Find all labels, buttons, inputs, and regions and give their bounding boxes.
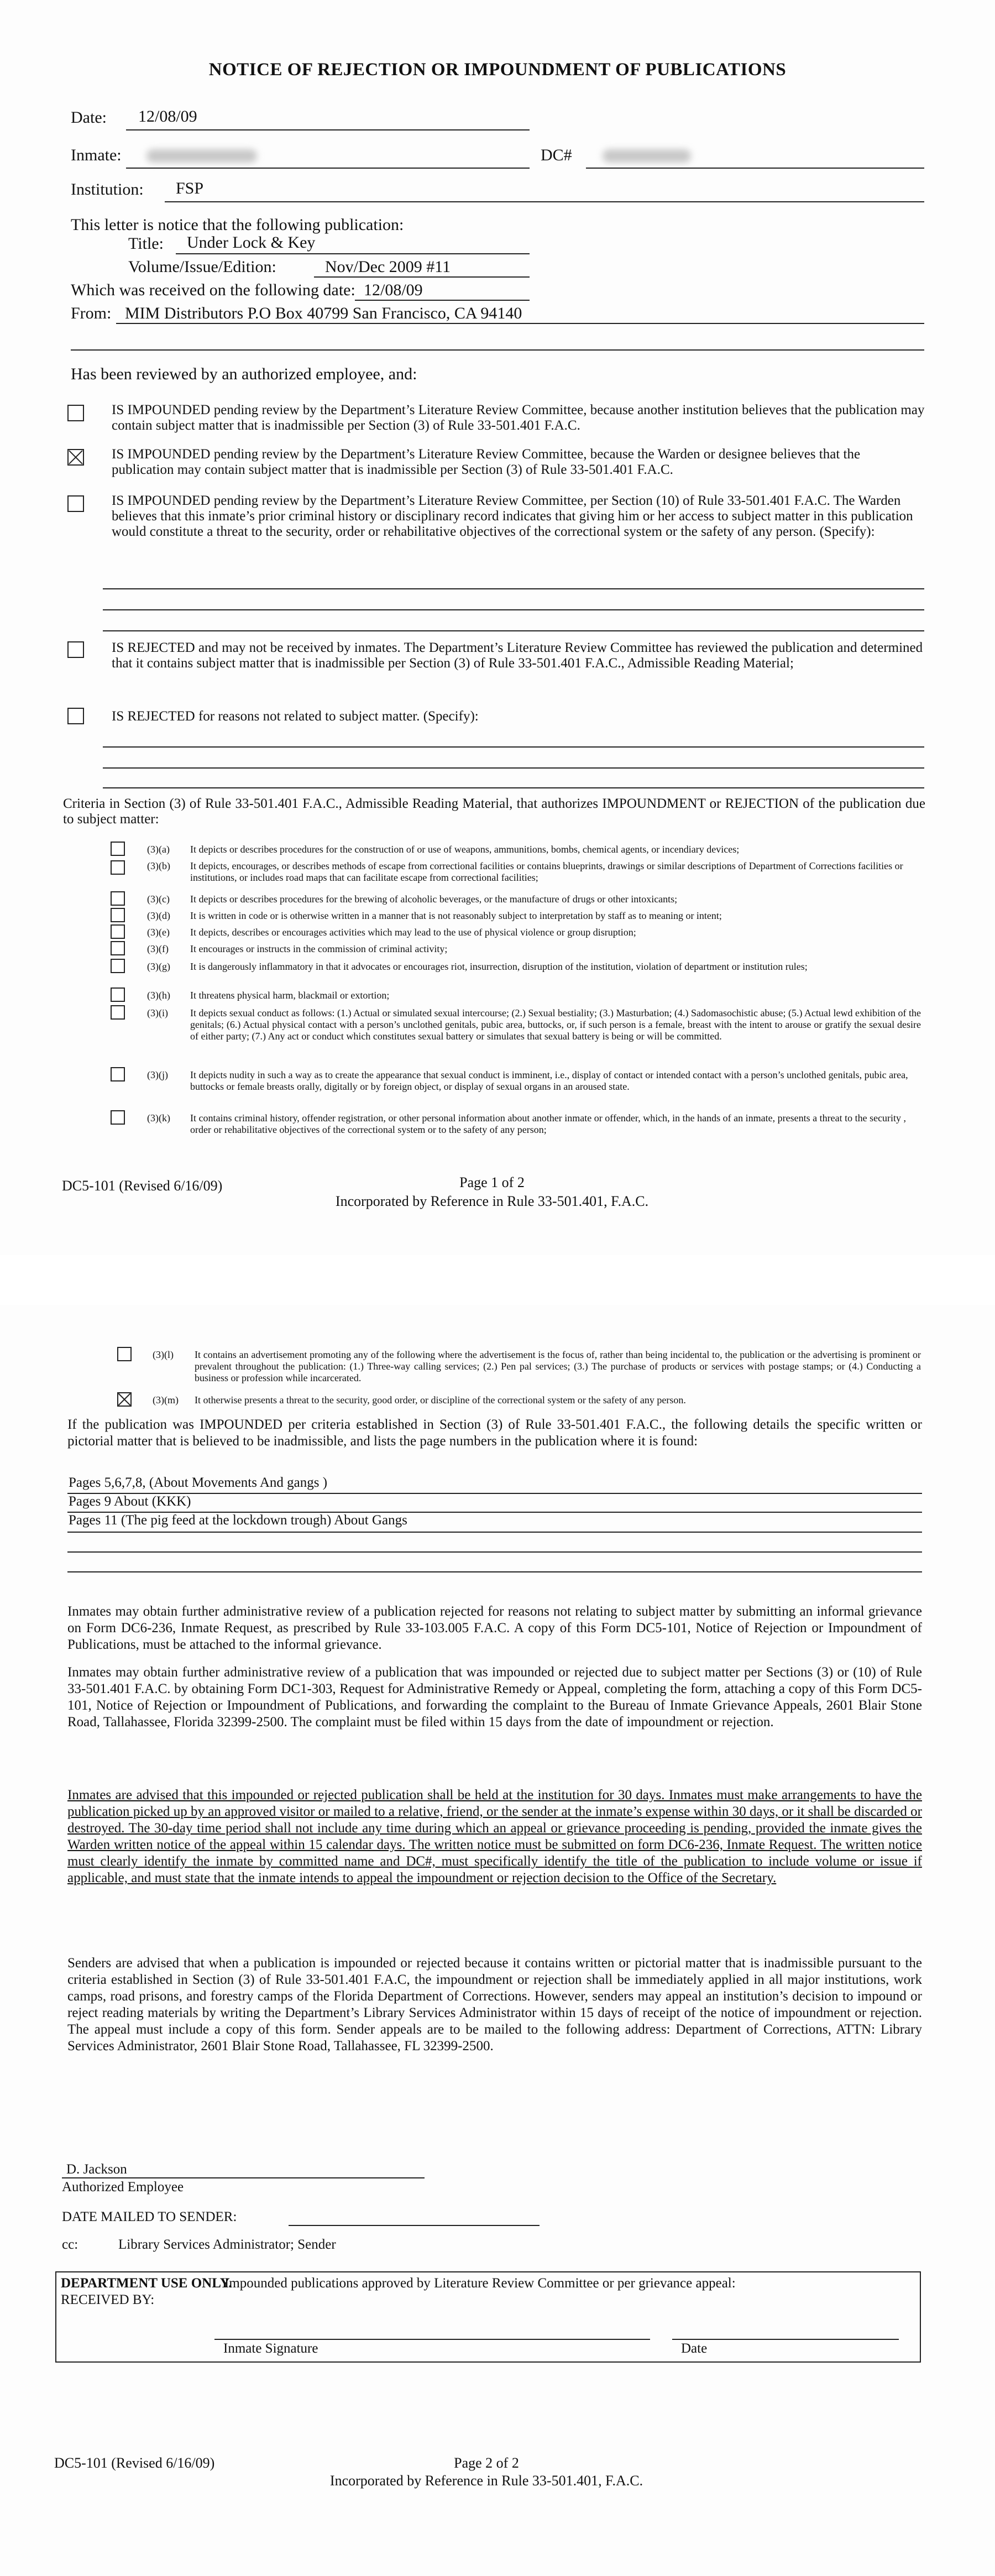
criteria-3m-text: It otherwise presents a threat to the security, good order, or discipline of the correctional system or the safety of any person. <box>195 1394 686 1405</box>
criteria-3b-code: (3)(b) <box>147 860 170 871</box>
received-underline <box>355 300 530 301</box>
institution-underline <box>165 201 924 202</box>
date-mailed-line <box>289 2225 540 2226</box>
impounded-details-text: If the publication was IMPOUNDED per criteria established in Section (3) of Rule 33-501.401 F.A.C., the following details the specific written or pictorial matter that is believed to be inadmissible, and lists the page numbers in the publication where it is found: <box>67 1417 922 1449</box>
dc-number-redacted <box>603 149 691 163</box>
pub-title-underline <box>176 253 530 254</box>
criteria-3l-code: (3)(l) <box>153 1349 174 1360</box>
criteria-3h-text: It threatens physical harm, blackmail or extortion; <box>190 990 390 1001</box>
blank-line-1 <box>71 349 924 351</box>
inmate-label: Inmate: <box>71 146 122 164</box>
received-label: Which was received on the following date: <box>71 281 355 299</box>
cc-value: Library Services Administrator; Sender <box>118 2237 336 2252</box>
details-line-1: Pages 5,6,7,8, (About Movements And gangs ) <box>69 1475 328 1490</box>
criteria-3l-text: It contains an advertisement promoting any of the following where the advertisement is the focus of, rather than being incidental to, the publication or the advertising is prominent or prevalent throughout the publication: (1.) Three-way calling services; (2.) Pen pal services; (3.) The purchase of products or services with postage stamps; or (4.) Conducting a business or profession while incarcerated. <box>195 1349 921 1383</box>
criteria-intro: Criteria in Section (3) of Rule 33-501.401 F.A.C., Admissible Reading Material, that authorizes IMPOUNDMENT or REJECTION of the publication due to subject matter: <box>63 796 925 827</box>
pub-title-label: Title: <box>128 234 164 253</box>
criteria-3m-code: (3)(m) <box>153 1394 179 1405</box>
option-5-checkbox[interactable] <box>67 708 84 724</box>
option-5-specify-line-2 <box>103 767 924 769</box>
inmate-signature-line <box>214 2339 650 2340</box>
option-1-text: IS IMPOUNDED pending review by the Department’s Literature Review Committee, because another institution believes that the publication may contain subject matter that is inadmissible per Section (3) of Rule 33-501.401 F.A.C. <box>112 403 925 433</box>
reviewed-text: Has been reviewed by an authorized employee, and: <box>71 365 417 383</box>
option-2-text: IS IMPOUNDED pending review by the Department’s Literature Review Committee, because the Warden or designee believes that the publication may contain subject matter that is inadmissible per Section (3) of Rule 33-501.401 F.A.C. <box>112 447 861 477</box>
details-line-2: Pages 9 About (KKK) <box>69 1494 191 1509</box>
criteria-3f-checkbox[interactable] <box>111 941 125 955</box>
criteria-3j-checkbox[interactable] <box>111 1067 125 1081</box>
criteria-3l-checkbox[interactable] <box>117 1347 132 1361</box>
option-5-specify-line-1 <box>103 746 924 748</box>
criteria-3e-code: (3)(e) <box>147 927 170 938</box>
criteria-3d-checkbox[interactable] <box>111 908 125 922</box>
page2-form-id: DC5-101 (Revised 6/16/09) <box>54 2455 215 2471</box>
volume-underline <box>314 276 530 278</box>
date-line <box>672 2339 899 2340</box>
employee-label: Authorized Employee <box>62 2180 184 2194</box>
criteria-3c-checkbox[interactable] <box>111 891 125 906</box>
intro-text: This letter is notice that the following publication: <box>71 216 404 234</box>
page1-form-id: DC5-101 (Revised 6/16/09) <box>62 1178 223 1194</box>
criteria-3b-text: It depicts, encourages, or describes methods of escape from correctional facilities or contains blueprints, drawings or similar descriptions of Department of Corrections facilities or institutions, or includes road maps that can facilitate escape from correctional facilities; <box>190 860 903 883</box>
dc-label: DC# <box>541 146 572 164</box>
details-line-3: Pages 11 (The pig feed at the lockdown trough) About Gangs <box>69 1513 407 1528</box>
criteria-3g-text: It is dangerously inflammatory in that it advocates or encourages riot, insurrection, disruption of the institution, violation of department or institution rules; <box>190 961 808 972</box>
department-text: Impounded publications approved by Literature Review Committee or per grievance appeal: <box>224 2276 736 2291</box>
institution-label: Institution: <box>71 180 144 198</box>
institution-value: FSP <box>176 179 204 197</box>
date-value: 12/08/09 <box>138 107 197 126</box>
department-heading: DEPARTMENT USE ONLY. <box>61 2276 232 2291</box>
criteria-3f-text: It encourages or instructs in the commission of criminal activity; <box>190 943 448 954</box>
paragraph-senders-advised: Senders are advised that when a publication is impounded or rejected because it contains written or pictorial matter that is inadmissible pursuant to the criteria established in Section (3) of Rule 33-501.401 F.A.C, the impoundment or rejection shall be immediately applied in all major institutions, work camps, road prisons, and forestry camps of the Florida Department of Corrections. However, senders may appeal an institution’s decision to impound or reject reading materials by writing the Department’s Library Services Administrator within 15 days of receipt of the notice of impoundment or rejection. The appeal must include a copy of this form. Sender appeals are to be mailed to the following address: Department of Corrections, ATTN: Library Services Administrator, 2601 Blair Stone Road, Tallahassee, FL 32399-2500. <box>67 1956 922 2054</box>
option-5-text: IS REJECTED for reasons not related to subject matter. (Specify): <box>112 709 479 724</box>
criteria-3a-checkbox[interactable] <box>111 842 125 856</box>
employee-name: D. Jackson <box>66 2162 127 2177</box>
criteria-3e-checkbox[interactable] <box>111 924 125 939</box>
inmate-underline <box>126 168 530 169</box>
details-underline-4 <box>67 1551 922 1553</box>
employee-signature-line <box>62 2177 425 2178</box>
criteria-3k-checkbox[interactable] <box>111 1110 125 1125</box>
criteria-3h-checkbox[interactable] <box>111 987 125 1002</box>
received-by-label: RECEIVED BY: <box>61 2292 155 2307</box>
volume-label: Volume/Issue/Edition: <box>128 258 276 276</box>
paragraph-informal-grievance: Inmates may obtain further administrative review of a publication rejected for reasons not relating to subject matter by submitting an informal grievance on Form DC6-236, Inmate Request, as prescribed by Rule 33-103.005 F.A.C. A copy of this Form DC5-101, Notice of Rejection or Impoundment of Publications, must be attached to the informal grievance. <box>67 1604 922 1652</box>
option-3-text: IS IMPOUNDED pending review by the Department’s Literature Review Committee, per Section (10) of Rule 33-501.401 F.A.C. The Warden believes that this inmate’s prior criminal history or disciplinary record indicates that giving him or her access to subject matter in this publication would constitute a threat to the security, order or rehabilitative objectives of the correctional system or the safety of any person. (Specify): <box>112 493 913 539</box>
cc-label: cc: <box>62 2237 78 2252</box>
option-2-checkbox[interactable] <box>67 449 84 466</box>
details-underline-1 <box>67 1493 922 1494</box>
page1-page-number: Page 1 of 2 <box>459 1174 525 1190</box>
criteria-3i-text: It depicts sexual conduct as follows: (1.) Actual or simulated sexual intercourse; (2.) Sexual bestiality; (3.) Masturbation; (4.) Sadomasochistic abuse; (5.) Actual lewd exhibition of the genitals; (6.) Actual physical contact with a person’s unclothed genitals, pubic area, buttocks, or, if such person is a female, breast with the intent to arouse or gratify the sexual desire of either party; (7.) Any act or conduct which constitutes sexual battery or simulates that sexual battery is being or will be committed. <box>190 1007 921 1042</box>
criteria-3g-code: (3)(g) <box>147 961 170 972</box>
from-value: MIM Distributors P.O Box 40799 San Francisco, CA 94140 <box>125 304 522 322</box>
option-3-specify-line-2 <box>103 609 924 610</box>
criteria-3d-text: It is written in code or is otherwise written in a manner that is not reasonably subject to interpretation by staff as to meaning or intent; <box>190 910 722 921</box>
option-4-checkbox[interactable] <box>67 641 84 658</box>
pub-title-value: Under Lock & Key <box>187 233 316 252</box>
from-underline <box>116 323 924 324</box>
paragraph-administrative-review: Inmates may obtain further administrative review of a publication that was impounded or rejected due to subject matter per Sections (3) or (10) of Rule 33-501.401 F.A.C. by obtaining Form DC1-303, Request for Administrative Remedy or Appeal, completing the form, attaching a copy of this Form DC5-101, Notice of Rejection or Impoundment of Publications, and forwarding the complaint to the Bureau of Inmate Grievance Appeals, 2601 Blair Stone Road, Tallahassee, Florida 32399-2500. The complaint must be filed within 15 days from the date of impoundment or rejection. <box>67 1665 922 1729</box>
criteria-3h-code: (3)(h) <box>147 990 170 1001</box>
received-value: 12/08/09 <box>364 281 423 299</box>
option-3-specify-line-1 <box>103 588 924 589</box>
page-1 <box>0 0 995 1255</box>
page-gap <box>0 1255 995 1305</box>
date-label: Date: <box>71 108 107 127</box>
criteria-3b-checkbox[interactable] <box>111 860 125 875</box>
page1-incorporated: Incorporated by Reference in Rule 33-501.401, F.A.C. <box>335 1193 649 1209</box>
date-label-bottom: Date <box>681 2341 708 2356</box>
date-underline <box>126 129 530 130</box>
details-underline-3 <box>67 1532 922 1533</box>
inmate-signature-label: Inmate Signature <box>223 2341 318 2356</box>
criteria-3m-checkbox[interactable] <box>117 1392 132 1407</box>
criteria-3a-text: It depicts or describes procedures for the construction of or use of weapons, ammunitions, bombs, chemical agents, or incendiary devices; <box>190 844 740 855</box>
criteria-3i-checkbox[interactable] <box>111 1005 125 1020</box>
criteria-3k-code: (3)(k) <box>147 1112 170 1124</box>
criteria-3j-text: It depicts nudity in such a way as to create the appearance that sexual conduct is imminent, i.e., display of contact or intended contact with a person’s unclothed genitals, pubic area, buttocks or female breasts orally, digitally or by foreign object, or display of sexual organs in an aroused state. <box>190 1069 908 1092</box>
criteria-3e-text: It depicts, describes or encourages activities which may lead to the use of physical violence or group disruption; <box>190 927 636 938</box>
page2-incorporated: Incorporated by Reference in Rule 33-501.401, F.A.C. <box>329 2473 643 2489</box>
inmate-name-redacted <box>146 149 257 163</box>
form-title: NOTICE OF REJECTION OR IMPOUNDMENT OF PUBLICATIONS <box>208 60 787 80</box>
criteria-3i-code: (3)(i) <box>147 1007 168 1018</box>
criteria-3c-text: It depicts or describes procedures for the brewing of alcoholic beverages, or the manufacture of drugs or other intoxicants; <box>190 893 678 905</box>
criteria-3d-code: (3)(d) <box>147 910 170 921</box>
paragraph-inmates-advised: Inmates are advised that this impounded or rejected publication shall be held at the institution for 30 days. Inmates must make arrangements to have the publication picked up by an approved visitor or mailed to a relative, friend, or the sender at the inmate’s expense within 30 days, or it shall be discarded or destroyed. The 30-day time period shall not include any time during which an appeal or grievance proceeding is pending, provided the inmate gives the Warden written notice of the appeal within 15 calendar days. The written notice must be submitted on form DC6-236, Inmate Request. The written notice must clearly identify the inmate by committed name and DC#, must specifically identify the title of the publication to include volume or issue if applicable, and must state that the inmate intends to appeal the impoundment or rejection decision to the Office of the Secretary. <box>67 1788 922 1885</box>
option-3-specify-line-3 <box>103 630 924 631</box>
option-3-checkbox[interactable] <box>67 495 84 512</box>
dc-underline <box>586 168 924 169</box>
criteria-3a-code: (3)(a) <box>147 844 170 855</box>
option-5-specify-line-3 <box>103 787 924 788</box>
criteria-3f-code: (3)(f) <box>147 943 169 954</box>
criteria-3g-checkbox[interactable] <box>111 959 125 973</box>
option-1-checkbox[interactable] <box>67 405 84 421</box>
page2-page-number: Page 2 of 2 <box>454 2455 519 2471</box>
from-label: From: <box>71 304 112 322</box>
criteria-3j-code: (3)(j) <box>147 1069 168 1080</box>
option-4-text: IS REJECTED and may not be received by inmates. The Department’s Literature Review Committee has reviewed the publication and determined that it contains subject matter that is inadmissible per Section (3) of Rule 33-501.401 F.A.C., Admissible Reading Material; <box>112 640 923 671</box>
criteria-3c-code: (3)(c) <box>147 893 170 905</box>
volume-value: Nov/Dec 2009 #11 <box>325 258 451 276</box>
date-mailed-label: DATE MAILED TO SENDER: <box>62 2209 237 2224</box>
details-underline-5 <box>67 1571 922 1572</box>
criteria-3k-text: It contains criminal history, offender registration, or other personal information about another inmate or offender, which, in the hands of an inmate, presents a threat to the security , order or rehabilitative objectives of the correctional system or to the safety of any person; <box>190 1112 907 1135</box>
